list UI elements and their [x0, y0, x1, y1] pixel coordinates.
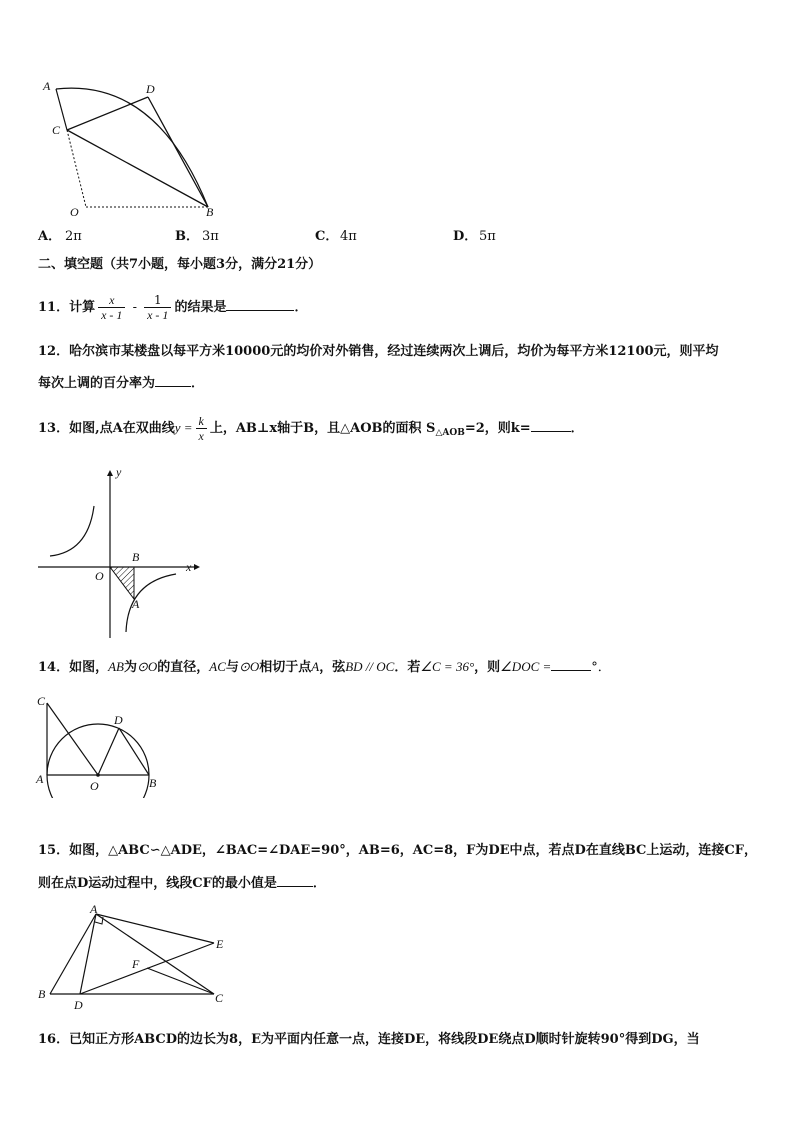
q10-option-c-letter: C． — [315, 229, 339, 244]
q16-line1: 16．已知正方形ABCD的边长为8，E为平面内任意一点，连接DE，将线段DE绕点D顺时针旋转90°得到DG，当 — [38, 1032, 700, 1047]
q13-triangle-aob — [110, 567, 134, 599]
q12-answer-blank[interactable] — [155, 374, 191, 387]
q15-line2-lead: 则在点D运动过程中，线段CF的最小值是 — [38, 876, 277, 891]
q15-line1: 15．如图，△ABC∽△ADE，∠BAC=∠DAE=90°，AB=6，AC=8，F为DE中点，若点D在直线BC上运动，连接CF， — [38, 843, 757, 858]
q13-answer-blank[interactable] — [531, 419, 571, 432]
q14-angle-c: ∠C = 36° — [420, 659, 475, 674]
q15-seg-ae — [96, 914, 214, 943]
q14-seg-od — [98, 728, 119, 775]
q14-figure — [34, 693, 164, 798]
q14-ab: AB — [108, 659, 124, 674]
q13-label-y: y — [116, 465, 122, 479]
q15-label-d: D — [74, 998, 83, 1012]
q15-line2-end: ． — [312, 876, 326, 891]
q15-seg-ac — [96, 914, 214, 994]
q11-frac2-den: x - 1 — [147, 308, 169, 322]
q13-y-arrow — [107, 470, 113, 476]
q13-x-arrow — [194, 564, 200, 570]
q15-label-f: F — [132, 957, 140, 971]
q13-lead: 如图,点A在双曲线 — [69, 421, 175, 436]
q11-frac1 — [98, 293, 125, 322]
q14-text-b: 为 — [123, 660, 137, 675]
q12-line2-lead: 每次上调的百分率为 — [38, 376, 156, 391]
q15-figure — [34, 902, 234, 1014]
q11-lead: 计算 — [69, 300, 96, 315]
q11-frac1-num: x — [98, 293, 125, 308]
q13-frac-den: x — [198, 429, 204, 443]
q13-label-a: A — [132, 597, 140, 611]
q13-eq-left: y = — [174, 420, 193, 435]
q15-line2 — [38, 874, 326, 893]
q11 — [38, 292, 307, 324]
q11-end: ． — [294, 300, 308, 315]
q14-text-h: ，则 — [474, 660, 501, 675]
q13-label-o: O — [95, 569, 104, 583]
q10-label-b: B — [206, 205, 214, 219]
q14-label-d: D — [114, 713, 123, 727]
q14-label-b: B — [149, 776, 157, 790]
q14-text-g: ．若 — [394, 660, 421, 675]
q10-option-d-value: 5π — [479, 229, 496, 244]
q13-end: ． — [570, 421, 584, 436]
q10-figure — [36, 78, 226, 226]
q14-circle2: ⊙O — [238, 659, 260, 674]
q15-label-c: C — [215, 991, 224, 1005]
q10-seg-oc — [67, 130, 86, 207]
q10-option-a-value: 2π — [65, 229, 82, 244]
q10-label-a: A — [43, 79, 51, 93]
q13-hyperbola-left — [50, 506, 94, 556]
q14-text-a: 14．如图， — [38, 660, 109, 675]
q15-seg-ab — [50, 914, 96, 994]
q13-figure — [36, 462, 206, 642]
q13-label-b: B — [132, 550, 140, 564]
q11-number: 11． — [38, 300, 70, 315]
q10-option-b-value: 3π — [202, 229, 219, 244]
q14-bdoc: BD // OC — [345, 659, 395, 674]
q15-seg-ad — [80, 914, 96, 994]
q13-sub: △AOB — [435, 428, 465, 438]
q11-frac1-den: x - 1 — [101, 308, 123, 322]
q14-text-e: 相切于点 — [259, 660, 312, 675]
q10-arc — [56, 88, 208, 207]
q13-label-x: x — [186, 560, 192, 574]
q14-text-d: 与 — [225, 660, 239, 675]
q14-seg-co — [47, 703, 98, 775]
q14-center-dot — [96, 773, 100, 777]
q14-label-o: O — [90, 779, 99, 793]
q11-minus: - — [128, 300, 142, 315]
q15-label-a: A — [90, 902, 98, 916]
q12-line2 — [38, 374, 204, 393]
q13-frac-num: k — [196, 414, 207, 429]
q11-frac2 — [144, 293, 171, 322]
q14-ac: AC — [209, 659, 226, 674]
q10-label-d: D — [146, 82, 155, 96]
q11-answer-blank[interactable] — [226, 298, 294, 311]
q15-answer-blank[interactable] — [277, 874, 313, 887]
q12-line1: 12．哈尔滨市某楼盘以每平方米10000元的均价对外销售，经过连续两次上调后，均价为每平方米12100元，则平均 — [38, 344, 719, 359]
q10-seg-cd — [67, 97, 148, 130]
q14-seg-db — [119, 728, 149, 775]
q14-pa: A — [311, 659, 320, 674]
q13-number: 13． — [38, 421, 70, 436]
q10-option-b-letter: B． — [175, 229, 199, 244]
q10-option-c-value: 4π — [340, 229, 357, 244]
q10-label-o: O — [70, 205, 79, 219]
q14-answer-blank[interactable] — [551, 658, 591, 671]
q14-circle: ⊙O — [137, 659, 158, 674]
q13-tail: =2，则k= — [464, 421, 531, 436]
q10-option-a-letter: A． — [38, 229, 62, 244]
q14-text-c: 的直径， — [157, 660, 210, 675]
q13-frac — [196, 414, 207, 443]
q10-label-c: C — [52, 123, 61, 137]
q11-tail: 的结果是 — [174, 300, 227, 315]
q14-label-c: C — [37, 694, 46, 708]
q11-frac2-num: 1 — [144, 293, 171, 308]
q10-option-d-letter: D． — [453, 229, 478, 244]
q14-angle-doc: ∠DOC = — [500, 659, 552, 674]
q15-label-e: E — [216, 937, 224, 951]
q13-mid: 上，AB⊥x轴于B，且△AOB的面积 S — [209, 421, 436, 436]
q14-text-f: ，弦 — [319, 660, 346, 675]
section-title: 二、填空题（共7小题，每小题3分，满分21分） — [38, 257, 322, 272]
q12-line2-end: ． — [191, 376, 205, 391]
q14 — [38, 658, 611, 677]
q14-end: °． — [591, 660, 611, 675]
q13 — [38, 410, 584, 451]
q14-label-a: A — [36, 772, 44, 786]
q15-label-b: B — [38, 987, 46, 1001]
